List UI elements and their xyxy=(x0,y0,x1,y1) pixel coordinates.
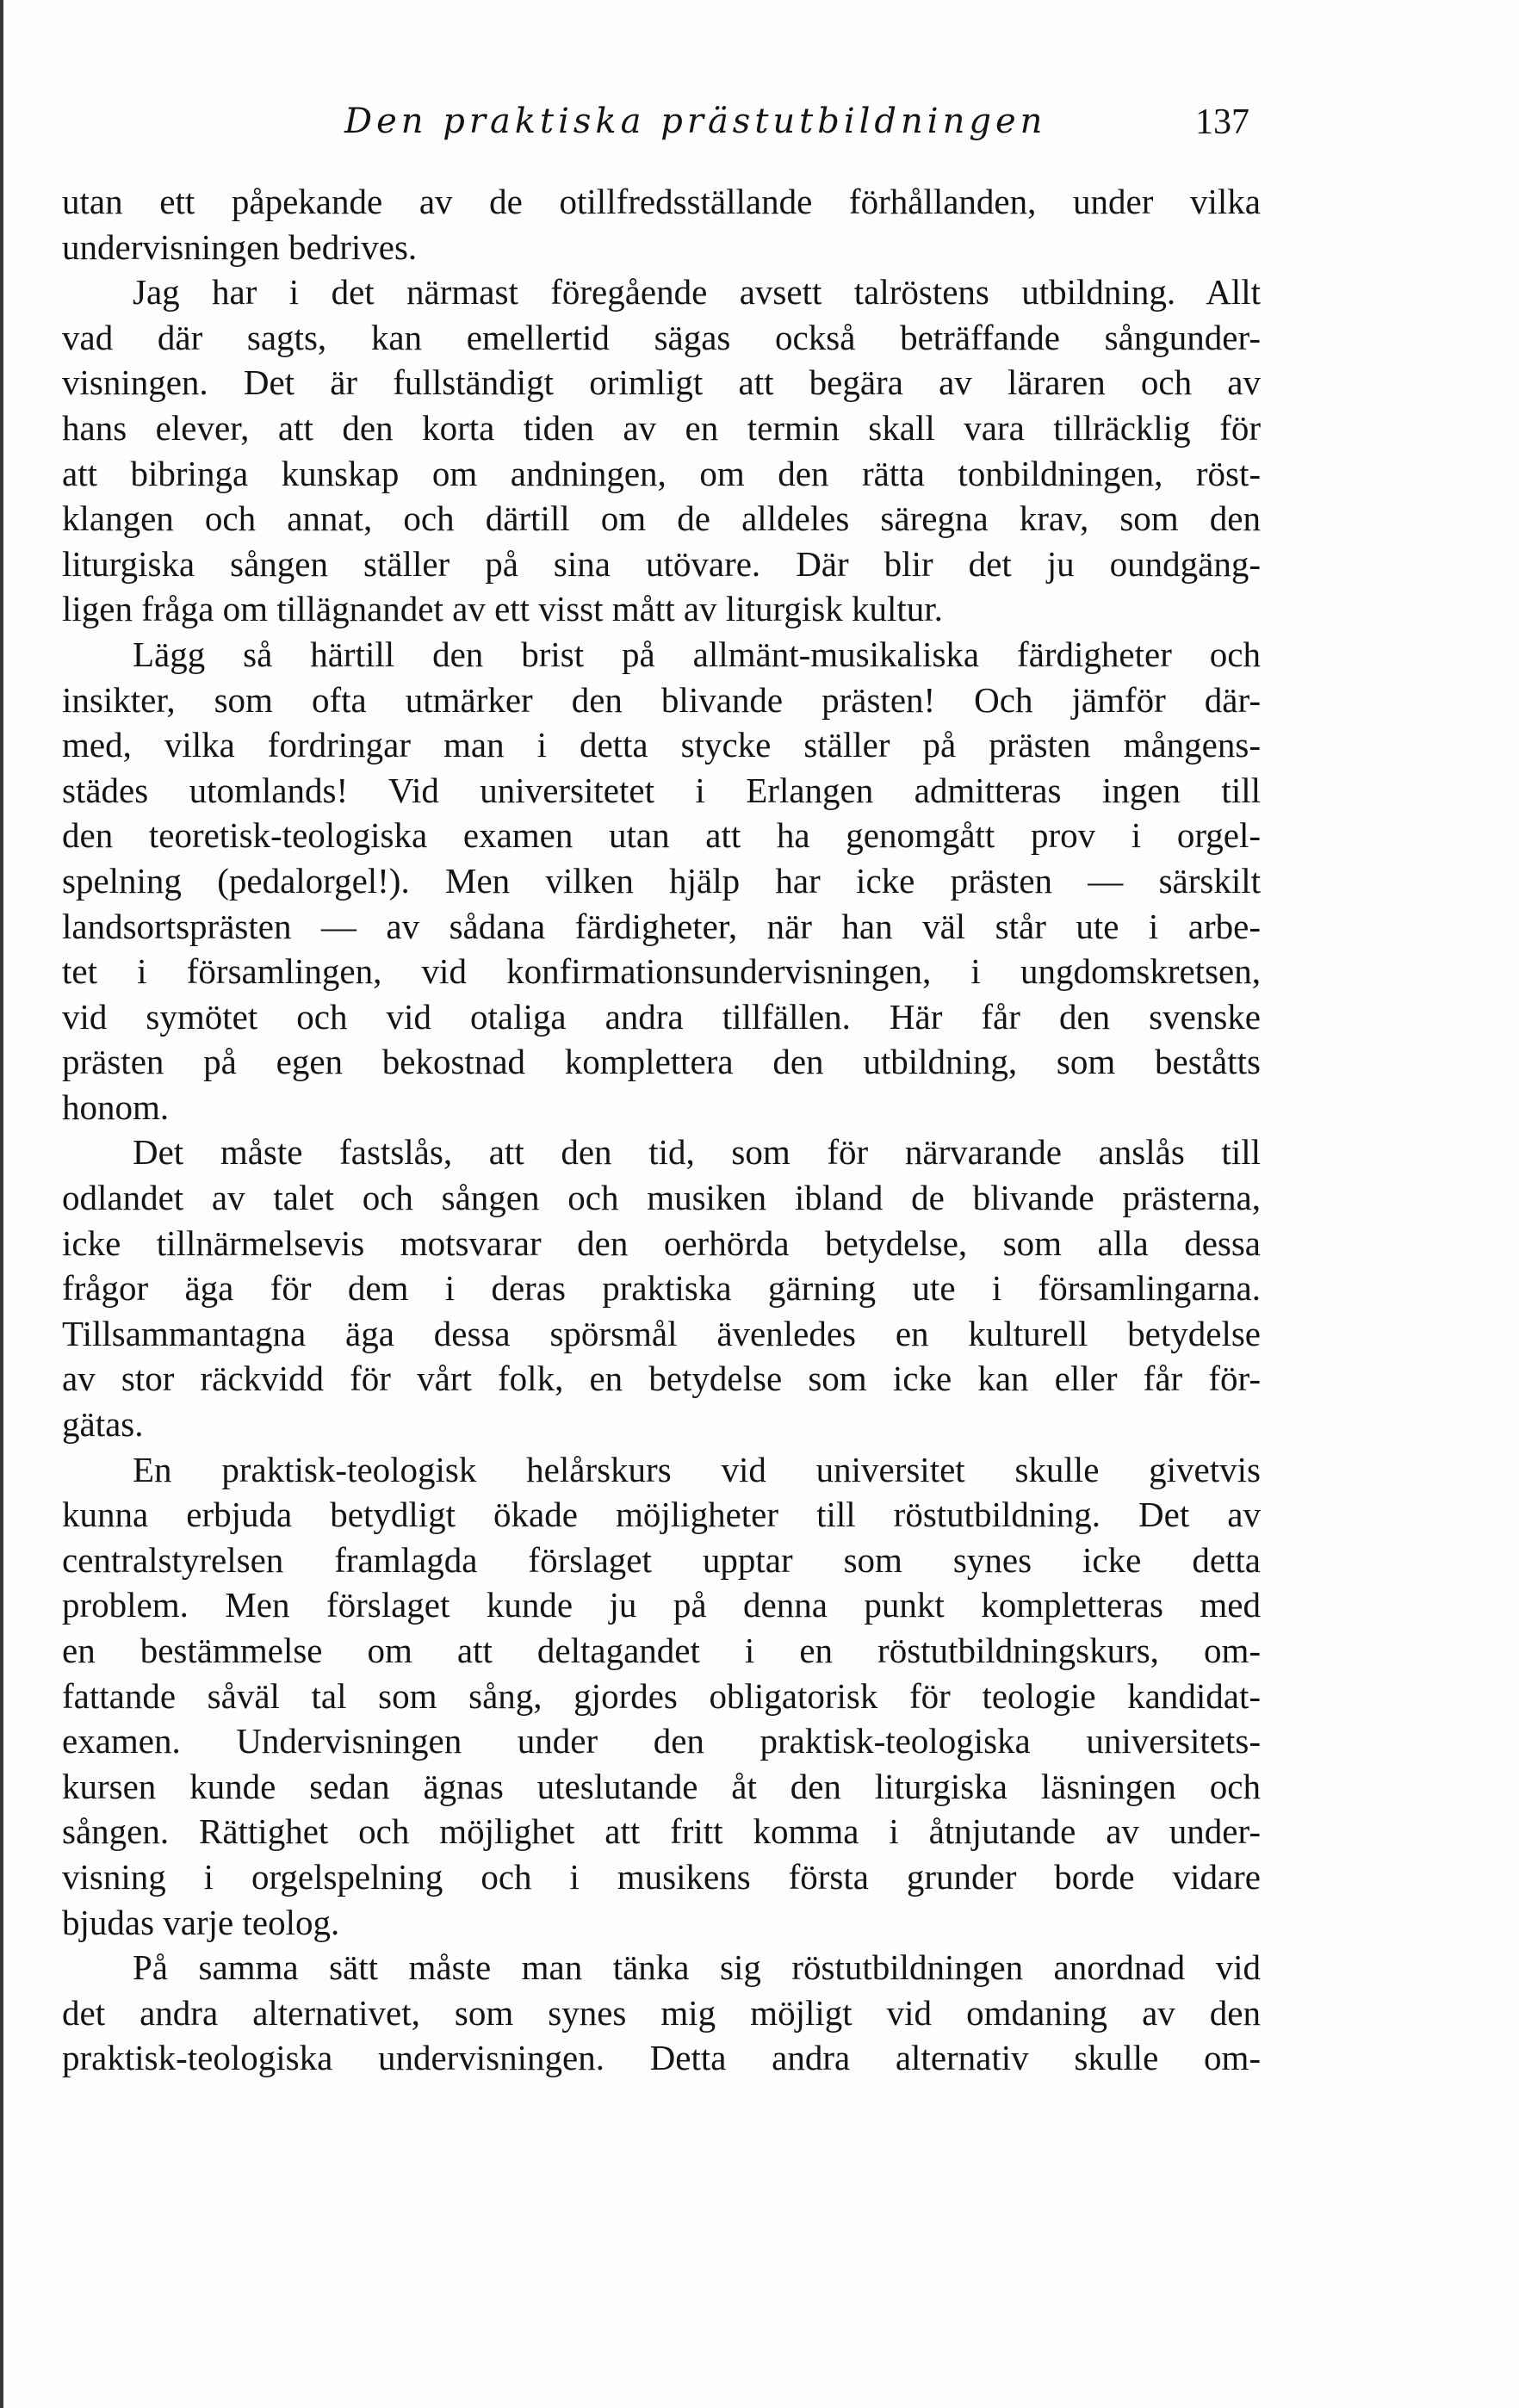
running-title: Den praktiska prästutbildningen xyxy=(344,102,1047,141)
text-line: den teoretisk-teologiska examen utan att ha genomgått prov i orgel- xyxy=(62,815,1261,856)
text-line: insikter, som ofta utmärker den blivande prästen! Och jämför där- xyxy=(62,679,1261,720)
text-line: gätas. xyxy=(62,1404,144,1445)
text-line: prästen på egen bekostnad komplettera den utbildning, som beståtts xyxy=(62,1042,1261,1082)
text-line: städes utomlands! Vid universitetet i Erlangen admitteras ingen till xyxy=(62,770,1261,810)
body-text xyxy=(62,179,1261,2081)
text-line: vid symötet och vid otaliga andra tillfällen. Här får den svenske xyxy=(62,996,1261,1037)
text-line: hans elever, att den korta tiden av en termin skall vara tillräcklig för xyxy=(62,407,1261,448)
text-line: spelning (pedalorgel!). Men vilken hjälp har icke prästen — särskilt xyxy=(62,860,1261,901)
text-line: centralstyrelsen framlagda förslaget upptar som synes icke detta xyxy=(62,1539,1261,1580)
text-line: examen. Undervisningen under den praktisk-teologiska universitets- xyxy=(62,1721,1261,1761)
text-line: det andra alternativet, som synes mig möjligt vid omdaning av den xyxy=(62,1992,1261,2033)
text-line: praktisk-teologiska undervisningen. Detta andra alternativ skulle om- xyxy=(62,2038,1261,2078)
text-line: visningen. Det är fullständigt orimligt att begära av läraren och av xyxy=(62,362,1261,403)
text-line: fattande såväl tal som sång, gjordes obligatorisk för teologie kandidat- xyxy=(62,1675,1261,1716)
text-line: På samma sätt måste man tänka sig röstutbildningen anordnad vid xyxy=(133,1947,1261,1988)
text-line: klangen och annat, och därtill om de alldeles säregna krav, som den xyxy=(62,498,1261,539)
text-line: icke tillnärmelsevis motsvarar den oerhörda betydelse, som alla dessa xyxy=(62,1223,1261,1263)
text-line: kursen kunde sedan ägnas uteslutande åt den liturgiska läsningen och xyxy=(62,1766,1261,1806)
text-line: av stor räckvidd för vårt folk, en betydelse som icke kan eller får för- xyxy=(62,1359,1261,1399)
text-line: liturgiska sången ställer på sina utövare. Där blir det ju oundgäng- xyxy=(62,543,1261,584)
text-line: att bibringa kunskap om andningen, om den rätta tonbildningen, röst- xyxy=(62,453,1261,493)
text-line: kunna erbjuda betydligt ökade möjligheter till röstutbildning. Det av xyxy=(62,1495,1261,1535)
text-line: undervisningen bedrives. xyxy=(62,226,418,267)
text-line: odlandet av talet och sången och musiken ibland de blivande prästerna, xyxy=(62,1178,1261,1218)
text-line: Tillsammantagna äga dessa spörsmål ävenledes en kulturell betydelse xyxy=(62,1313,1261,1353)
text-line: tet i församlingen, vid konfirmationsundervisningen, i ungdomskretsen, xyxy=(62,951,1261,992)
text-line: visning i orgelspelning och i musikens första grunder borde vidare xyxy=(62,1856,1261,1897)
text-line: bjudas varje teolog. xyxy=(62,1902,340,1942)
text-line: ligen fråga om tillägnandet av ett visst mått av liturgisk kultur. xyxy=(62,589,943,629)
text-line: landsortsprästen — av sådana färdigheter, när han väl står ute i arbe- xyxy=(62,906,1261,946)
text-line: utan ett påpekande av de otillfredsställande förhållanden, under vilka xyxy=(62,182,1261,221)
text-line: Det måste fastslås, att den tid, som för närvarande anslås till xyxy=(133,1132,1261,1173)
text-line: Jag har i det närmast föregående avsett talröstens utbildning. Allt xyxy=(133,272,1261,313)
text-line: En praktisk-teologisk helårskurs vid universitet skulle givetvis xyxy=(133,1449,1261,1489)
text-line: sången. Rättighet och möjlighet att fritt komma i åtnjutande av under- xyxy=(62,1811,1261,1852)
text-line: honom. xyxy=(62,1086,170,1127)
text-line: vad där sagts, kan emellertid sägas också beträffande sångunder- xyxy=(62,317,1261,357)
text-line: Lägg så härtill den brist på allmänt-musikaliska färdigheter och xyxy=(133,634,1261,674)
text-line: problem. Men förslaget kunde ju på denna punkt kompletteras med xyxy=(62,1585,1261,1625)
text-line: frågor äga för dem i deras praktiska gärning ute i församlingarna. xyxy=(62,1268,1261,1309)
page-number: 137 xyxy=(1195,102,1249,142)
page-edge-shadow xyxy=(0,0,3,2408)
text-line: med, vilka fordringar man i detta stycke ställer på prästen mångens- xyxy=(62,725,1261,765)
text-line: en bestämmelse om att deltagandet i en röstutbildningskurs, om- xyxy=(62,1631,1261,1670)
